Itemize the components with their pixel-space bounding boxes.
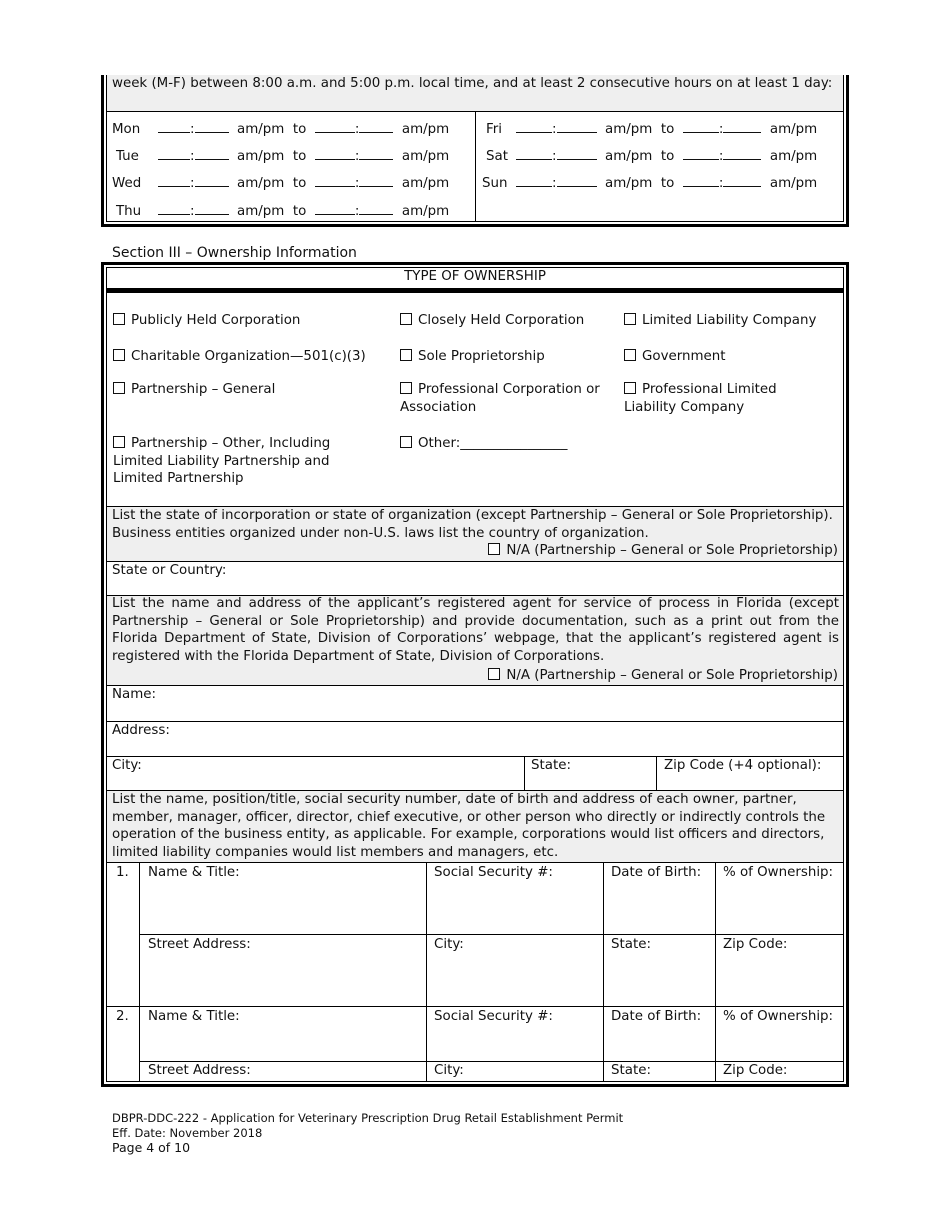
minute-field[interactable] [195, 174, 229, 187]
hour-field[interactable] [683, 174, 719, 187]
option-llc[interactable] [624, 312, 816, 330]
owner-dob-label: Date of Birth: [611, 1009, 702, 1024]
owner-dob-label: Date of Birth: [611, 865, 702, 880]
checkbox[interactable] [400, 313, 412, 325]
minute-field[interactable] [557, 120, 597, 133]
state-instruction: List the state of incorporation or state of organization (except Partnership – General or Sole Proprietorship). Business entities organized under non-U.S. laws list the country of organization. [112, 508, 833, 541]
rule [139, 862, 140, 1082]
agent-instruction: List the name and address of the applicant’s registered agent for service of process in Florida (except Partnership – General or Sole Proprietorship) and provide documentation, such as a print out from the Florida Department of State, Division of Corporations’ webpage, that the applicant’s registered agent is registered with the Florida Department of State, Division of Corporations. [112, 596, 839, 665]
day-label: Tue [116, 149, 139, 164]
to-label: to [292, 204, 307, 219]
minute-field[interactable] [359, 174, 393, 187]
hour-field[interactable] [315, 202, 355, 215]
owner-state-label: State: [611, 1063, 651, 1078]
checkbox[interactable] [113, 382, 125, 394]
rule [426, 862, 427, 1082]
minute-field[interactable] [195, 202, 229, 215]
owners-instruction: List the name, position/title, social security number, date of birth and address of each owner, partner, member, manager, officer, director, chief executive, or other person who directly or indirectly controls the operation of the business entity, as applicable. For example, corporations would list officers and directors, limited liability companies would list members and managers, etc. [112, 792, 826, 861]
owner-zip-label: Zip Code: [723, 937, 788, 952]
rule [524, 756, 525, 790]
agent-city-label: City: [112, 758, 142, 773]
footer-page-number: Page 4 of 10 [112, 1140, 191, 1155]
hours-inner-bottom [106, 221, 844, 222]
agent-address-label: Address: [112, 723, 170, 738]
hour-field[interactable] [315, 120, 355, 133]
hours-right-border [846, 75, 849, 227]
owner-street-label: Street Address: [148, 1063, 251, 1078]
am-pm-label: am/pm [237, 176, 285, 191]
option-label: Government [642, 349, 726, 364]
checkbox[interactable] [113, 436, 125, 448]
option-label: Other:________________ [418, 436, 568, 451]
rule [656, 756, 657, 790]
rule [106, 685, 844, 686]
type-of-ownership-header: TYPE OF OWNERSHIP [404, 269, 546, 284]
na-label: N/A (Partnership – General or Sole Proprietorship) [506, 543, 838, 558]
hour-field[interactable] [516, 147, 552, 160]
hour-field[interactable] [516, 174, 552, 187]
day-label: Mon [112, 122, 141, 137]
rule [139, 934, 844, 935]
option-charitable[interactable] [113, 348, 366, 366]
to-label: to [660, 176, 675, 191]
option-label: Publicly Held Corporation [131, 313, 301, 328]
minute-field[interactable] [195, 120, 229, 133]
am-pm-label: am/pm [237, 149, 285, 164]
owner-ssn-label: Social Security #: [434, 1009, 553, 1024]
option-government[interactable] [624, 348, 726, 366]
hour-field[interactable] [158, 174, 190, 187]
checkbox[interactable] [113, 349, 125, 361]
am-pm-label: am/pm [237, 122, 285, 137]
minute-field[interactable] [359, 147, 393, 160]
minute-field[interactable] [195, 147, 229, 160]
am-pm-label: am/pm [605, 149, 653, 164]
am-pm-label: am/pm [401, 176, 450, 191]
agent-state-label: State: [531, 758, 571, 773]
rule [603, 862, 604, 1082]
owner-number: 2. [116, 1009, 129, 1024]
owner-number: 1. [116, 865, 129, 880]
hours-row-sun: Sun : am/pm to : am/pm [482, 176, 818, 191]
hour-field[interactable] [315, 147, 355, 160]
rule [106, 721, 844, 722]
hours-row-tue: Tue : am/pm to : am/pm [112, 147, 449, 166]
am-pm-label: am/pm [401, 149, 450, 164]
agent-name-label: Name: [112, 687, 157, 702]
option-label: Professional Limited Liability Company [624, 382, 777, 415]
hour-field[interactable] [683, 120, 719, 133]
agent-zip-label: Zip Code (+4 optional): [664, 758, 822, 773]
option-label: Charitable Organization—501(c)(3) [131, 349, 366, 364]
day-label: Fri [486, 122, 502, 137]
am-pm-label: am/pm [605, 122, 653, 137]
hour-field[interactable] [516, 120, 552, 133]
owner-city-label: City: [434, 1063, 464, 1078]
option-publicly-held[interactable] [113, 312, 300, 330]
option-label: Partnership – Other, Including Limited Liability Partnership and Limited Partnership [113, 436, 331, 487]
hours-column-divider [475, 111, 476, 221]
am-pm-label: am/pm [769, 149, 818, 164]
checkbox[interactable] [488, 543, 500, 555]
option-closely-held[interactable] [400, 312, 584, 330]
minute-field[interactable] [557, 147, 597, 160]
hour-field[interactable] [158, 147, 190, 160]
hours-bottom-border [101, 224, 849, 227]
hour-field[interactable] [158, 202, 190, 215]
minute-field[interactable] [359, 202, 393, 215]
hours-row-sat: Sat : am/pm to : am/pm [486, 149, 818, 164]
to-label: to [660, 122, 675, 137]
owner-name-title-label: Name & Title: [148, 865, 240, 880]
rule [106, 1006, 844, 1007]
minute-field[interactable] [557, 174, 597, 187]
footer-form-id: DBPR-DDC-222 - Application for Veterinary Prescription Drug Retail Establishment Permit [112, 1111, 624, 1125]
hours-left-border [101, 75, 104, 227]
option-partnership-other[interactable] [113, 435, 353, 488]
checkbox[interactable] [400, 349, 412, 361]
owner-state-label: State: [611, 937, 651, 952]
hour-field[interactable] [158, 120, 190, 133]
checkbox[interactable] [400, 436, 412, 448]
minute-field[interactable] [723, 174, 761, 187]
am-pm-label: am/pm [769, 176, 818, 191]
hours-note: week (M-F) between 8:00 a.m. and 5:00 p.m. local time, and at least 2 consecutive hours on at least 1 day: [112, 76, 833, 91]
option-label: Sole Proprietorship [418, 349, 545, 364]
checkbox[interactable] [624, 382, 636, 394]
agent-address-field[interactable] [107, 738, 843, 755]
minute-field[interactable] [359, 120, 393, 133]
state-na-option[interactable] [488, 542, 838, 560]
hours-row-mon: Mon : am/pm to : am/pm [112, 122, 450, 137]
minute-field[interactable] [723, 120, 761, 133]
option-partnership-general[interactable] [113, 381, 275, 399]
am-pm-label: am/pm [237, 204, 285, 219]
am-pm-label: am/pm [605, 176, 653, 191]
checkbox[interactable] [113, 313, 125, 325]
state-or-country-field[interactable] [107, 578, 843, 595]
option-other[interactable] [400, 435, 567, 453]
checkbox[interactable] [624, 349, 636, 361]
checkbox[interactable] [400, 382, 412, 394]
day-label: Wed [112, 176, 142, 191]
checkbox[interactable] [624, 313, 636, 325]
minute-field[interactable] [723, 147, 761, 160]
header-thick-rule [106, 288, 844, 293]
am-pm-label: am/pm [401, 204, 450, 219]
agent-na-option[interactable] [488, 667, 838, 685]
section-title: Section III – Ownership Information [112, 245, 357, 261]
hours-row-fri: Fri : am/pm to : am/pm [486, 122, 818, 137]
owner-ownership-label: % of Ownership: [723, 865, 834, 880]
day-label: Thu [116, 204, 142, 219]
option-label: Professional Corporation or Association [400, 382, 600, 415]
hour-field[interactable] [683, 147, 719, 160]
rule [715, 862, 716, 1082]
checkbox[interactable] [488, 668, 500, 680]
hour-field[interactable] [315, 174, 355, 187]
owner-ssn-label: Social Security #: [434, 865, 553, 880]
day-label: Sun [482, 176, 508, 191]
owner-city-label: City: [434, 937, 464, 952]
hours-inner-left [106, 75, 107, 222]
na-label: N/A (Partnership – General or Sole Proprietorship) [506, 668, 838, 683]
hours-row-thu: Thu : am/pm to : am/pm [112, 202, 449, 221]
option-label: Limited Liability Company [642, 313, 817, 328]
owner-ownership-label: % of Ownership: [723, 1009, 834, 1024]
state-or-country-label: State or Country: [112, 563, 227, 578]
to-label: to [292, 149, 307, 164]
owner-name-title-label: Name & Title: [148, 1009, 240, 1024]
am-pm-label: am/pm [401, 122, 450, 137]
footer-eff-date: Eff. Date: November 2018 [112, 1126, 263, 1140]
hours-inner-right [843, 75, 844, 222]
hours-row-wed: Wed : am/pm to : am/pm [112, 176, 450, 191]
to-label: to [660, 149, 675, 164]
option-label: Closely Held Corporation [418, 313, 585, 328]
owner-zip-label: Zip Code: [723, 1063, 788, 1078]
day-label: Sat [486, 149, 508, 164]
am-pm-label: am/pm [769, 122, 818, 137]
to-label: to [292, 176, 307, 191]
option-professional-llc[interactable] [624, 381, 799, 416]
option-label: Partnership – General [131, 382, 276, 397]
to-label: to [292, 122, 307, 137]
option-sole-proprietorship[interactable] [400, 348, 545, 366]
option-professional-corporation[interactable] [400, 381, 605, 416]
owner-street-label: Street Address: [148, 937, 251, 952]
agent-name-field[interactable] [107, 702, 843, 720]
rule [106, 862, 844, 863]
